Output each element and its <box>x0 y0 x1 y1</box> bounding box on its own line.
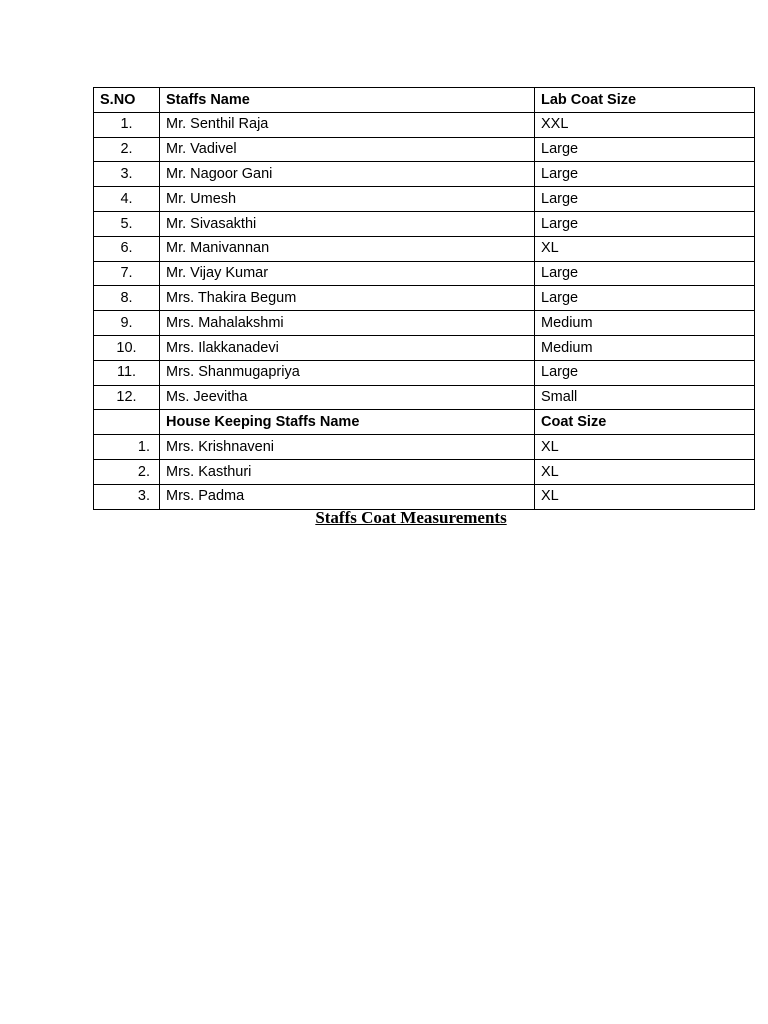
housekeeping-header-name: House Keeping Staffs Name <box>160 410 535 435</box>
row-staff-name: Mrs. Ilakkanadevi <box>160 335 535 360</box>
row-sno: 3. <box>94 484 160 509</box>
row-sno: 9. <box>94 311 160 336</box>
table-row <box>94 211 755 236</box>
table-caption: Staffs Coat Measurements <box>315 508 507 527</box>
table-row <box>94 236 755 261</box>
row-sno: 12. <box>94 385 160 410</box>
row-sno: 5. <box>94 211 160 236</box>
row-sno: 2. <box>94 137 160 162</box>
header-lab-coat-size: Lab Coat Size <box>535 88 755 113</box>
row-staff-name: Mrs. Mahalakshmi <box>160 311 535 336</box>
row-sno: 10. <box>94 335 160 360</box>
row-coat-size: Large <box>535 211 755 236</box>
row-staff-name: Mr. Sivasakthi <box>160 211 535 236</box>
row-staff-name: Mr. Manivannan <box>160 236 535 261</box>
row-coat-size: Large <box>535 162 755 187</box>
header-sno: S.NO <box>94 88 160 113</box>
table-row <box>94 385 755 410</box>
row-staff-name: Mr. Vijay Kumar <box>160 261 535 286</box>
housekeeping-header-sno <box>94 410 160 435</box>
row-sno: 7. <box>94 261 160 286</box>
row-staff-name: Mrs. Thakira Begum <box>160 286 535 311</box>
row-coat-size: XL <box>535 484 755 509</box>
row-sno: 11. <box>94 360 160 385</box>
row-sno: 4. <box>94 187 160 212</box>
table-row <box>94 286 755 311</box>
row-staff-name: Mr. Nagoor Gani <box>160 162 535 187</box>
table-row <box>94 360 755 385</box>
table-row <box>94 435 755 460</box>
row-staff-name: Mrs. Shanmugapriya <box>160 360 535 385</box>
row-staff-name: Mr. Vadivel <box>160 137 535 162</box>
row-coat-size: Medium <box>535 311 755 336</box>
table-row <box>94 335 755 360</box>
row-sno: 1. <box>94 435 160 460</box>
row-coat-size: XL <box>535 435 755 460</box>
table-header-row <box>94 88 755 113</box>
row-staff-name: Mr. Senthil Raja <box>160 112 535 137</box>
housekeeping-header-row <box>94 410 755 435</box>
row-staff-name: Ms. Jeevitha <box>160 385 535 410</box>
table-row <box>94 162 755 187</box>
table-row <box>94 261 755 286</box>
row-coat-size: Large <box>535 137 755 162</box>
row-coat-size: Large <box>535 261 755 286</box>
coat-size-table <box>93 87 755 510</box>
row-coat-size: XL <box>535 236 755 261</box>
table-row <box>94 187 755 212</box>
row-staff-name: Mrs. Padma <box>160 484 535 509</box>
row-coat-size: Medium <box>535 335 755 360</box>
row-coat-size: Small <box>535 385 755 410</box>
row-coat-size: XXL <box>535 112 755 137</box>
table-row <box>94 311 755 336</box>
row-staff-name: Mrs. Krishnaveni <box>160 435 535 460</box>
row-coat-size: Large <box>535 187 755 212</box>
header-staff-name: Staffs Name <box>160 88 535 113</box>
row-sno: 1. <box>94 112 160 137</box>
table-row <box>94 459 755 484</box>
row-coat-size: Large <box>535 286 755 311</box>
housekeeping-header-coat-size: Coat Size <box>535 410 755 435</box>
row-staff-name: Mr. Umesh <box>160 187 535 212</box>
row-sno: 6. <box>94 236 160 261</box>
row-coat-size: Large <box>535 360 755 385</box>
row-coat-size: XL <box>535 459 755 484</box>
row-sno: 3. <box>94 162 160 187</box>
row-staff-name: Mrs. Kasthuri <box>160 459 535 484</box>
table-row <box>94 112 755 137</box>
table-row <box>94 137 755 162</box>
row-sno: 8. <box>94 286 160 311</box>
row-sno: 2. <box>94 459 160 484</box>
table-row <box>94 484 755 509</box>
